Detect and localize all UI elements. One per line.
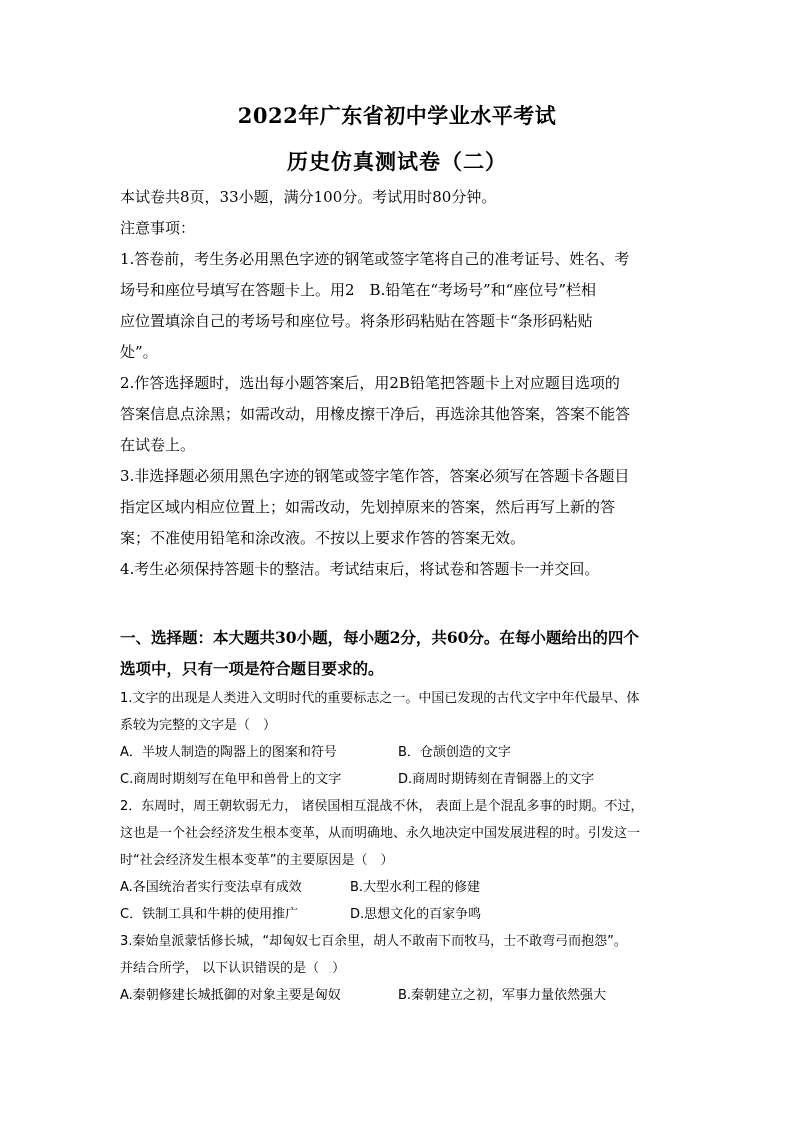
question-3 (120, 928, 690, 1009)
option-a: A．半坡人制造的陶器上的图案和符号 (120, 745, 337, 760)
question-1 (120, 685, 690, 793)
question-stem: 并结合所学， 以下认识错误的是（ ） (120, 961, 346, 976)
notice-label: 注意事项： (120, 219, 196, 237)
question-stem: 这也是一个社会经济发生根本变革，从而明确地、永久地决定中国发展进程的时。引发这一 (120, 826, 641, 841)
question-stem: 系较为完整的文字是（ ） (120, 718, 277, 733)
option-b: B.秦朝建立之初，军事力量依然强大 (398, 988, 607, 1003)
question-stem: 2．东周时，周王朝软弱无力， 诸侯国相互混战不休， 表面上是个混乱多事的时期。不过， (120, 799, 644, 814)
notice-item-1: 1.答卷前，考生务必用黑色字迹的钢笔或签字笔将自己的准考证号、姓名、考 场号和座位号填写在答题卡上。用2 B.铅笔在“考场号”和“座位号”栏相 应位置填涂自己的考场号和座位号。将条形码粘贴在答题卡“条形码粘贴 处”。 (120, 250, 630, 361)
question-2 (120, 793, 690, 928)
exam-title: 2022年广东省初中学业水平考试 (237, 103, 557, 128)
option-b: B．仓颉创造的文字 (398, 745, 511, 760)
exam-instructions (120, 182, 680, 585)
question-stem: 1.文字的出现是人类进入文明时代的重要标志之一。中国已发现的古代文字中年代最早、体 (120, 691, 640, 706)
question-stem: 3.秦始皇派蒙恬修长城，“却匈奴七百余里，胡人不敢南下而牧马，士不敢弯弓而抱怨”。 (120, 934, 627, 949)
notice-item-2: 2.作答选择题时，选出每小题答案后，用2B铅笔把答题卡上对应题目选项的 答案信息点涂黑；如需改动，用橡皮擦干净后，再选涂其他答案，答案不能答 在试卷上。 (120, 374, 631, 454)
notice-item-3: 3.非选择题必须用黑色字迹的钢笔或签字笔作答，答案必须写在答题卡各题目 指定区域内相应位置上；如需改动，先划掉原来的答案，然后再写上新的答 案；不准使用铅笔和涂改液。不按以上要求作答的答案无效。 (120, 467, 630, 547)
section-heading: 一、选择题：本大题共30小题，每小题2分，共60分。在每小题给出的四个 选项中，只有一项是符合题目要求的。 (120, 628, 639, 678)
question-stem: 时“社会经济发生根本变革”的主要原因是（ ） (120, 853, 394, 868)
option-b: B.大型水利工程的修建 (350, 880, 481, 895)
option-a: A.各国统治者实行变法卓有成效 (120, 880, 302, 895)
option-d: D.商周时期铸刻在青铜器上的文字 (398, 772, 595, 787)
option-a: A.秦朝修建长城抵御的对象主要是匈奴 (120, 988, 341, 1003)
exam-summary: 本试卷共8页，33小题，满分100分。考试用时80分钟。 (120, 188, 497, 206)
option-c: C.商周时期刻写在龟甲和兽骨上的文字 (120, 772, 342, 787)
exam-subtitle: 历史仿真测试卷（二） (287, 149, 507, 174)
option-d: D.思想文化的百家争鸣 (350, 907, 482, 922)
notice-item-4: 4.考生必须保持答题卡的整洁。考试结束后，将试卷和答题卡一并交回。 (120, 560, 600, 578)
option-c: C．铁制工具和牛耕的使用推广 (120, 907, 299, 922)
